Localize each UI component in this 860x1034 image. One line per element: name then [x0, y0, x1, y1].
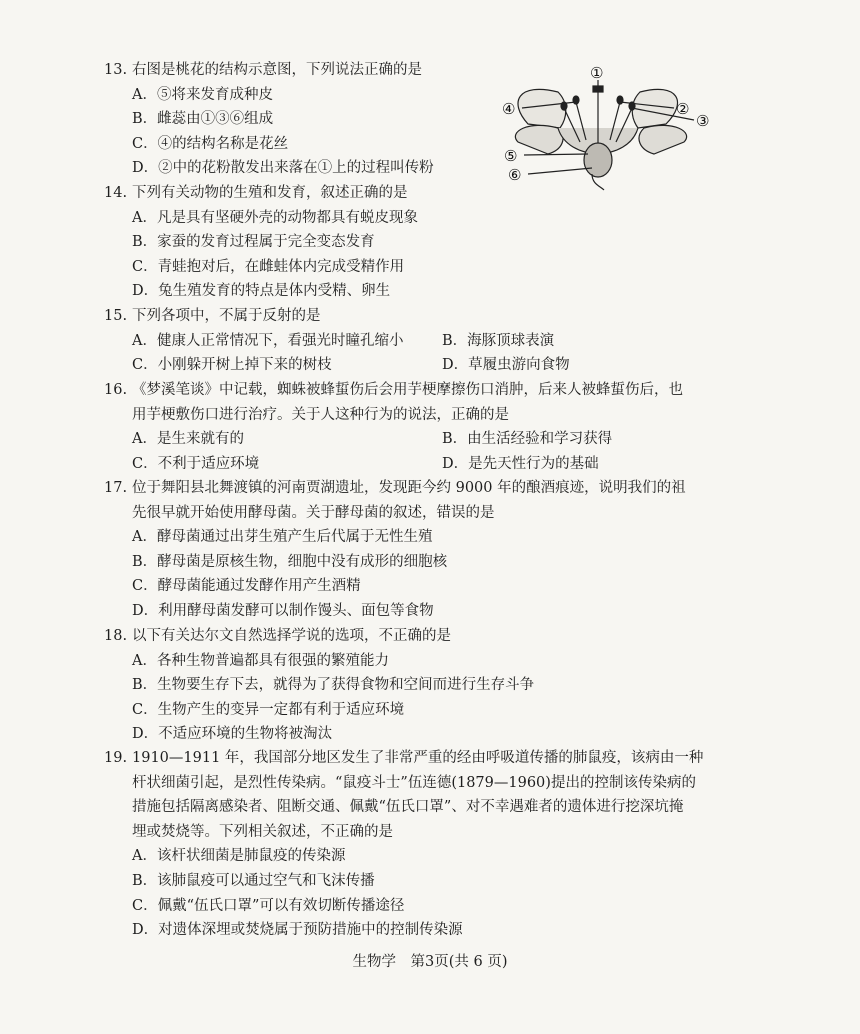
- options: [104, 525, 686, 623]
- question-number: 13.: [104, 62, 128, 78]
- diagram-label-5: ⑤: [504, 147, 518, 165]
- question-stem: 以下有关达尔文自然选择学说的选项，不正确的是: [132, 628, 451, 644]
- options: [104, 329, 752, 378]
- option-d: D．对遗体深埋或焚烧属于预防措施中的控制传染源: [132, 922, 463, 939]
- question-stem: 位于舞阳县北舞渡镇的河南贾湖遗址，发现距今约 9000 年的酿酒痕迹，说明我们的祖: [132, 480, 686, 496]
- option-c: C．小刚躲开树上掉下来的树枝: [132, 357, 332, 374]
- option-c: C．不利于适应环境: [132, 455, 260, 472]
- question-13: [104, 58, 434, 181]
- question-number: 19.: [104, 750, 128, 766]
- option-d: D．利用酵母菌发酵可以制作馒头、面包等食物: [132, 602, 434, 619]
- question-number: 18.: [104, 628, 128, 644]
- question-stem: 1910—1911 年，我国部分地区发生了非常严重的经由呼吸道传播的肺鼠疫，该病由一种: [132, 750, 704, 766]
- question-stem: 下列各项中，不属于反射的是: [132, 308, 321, 324]
- option-d: D．②中的花粉散发出来落在①上的过程叫传粉: [132, 160, 434, 177]
- options: [104, 649, 534, 747]
- options: [104, 206, 418, 304]
- question-19: [104, 746, 703, 943]
- question-stem-cont: 先很早就开始使用酵母菌。关于酵母菌的叙述，错误的是: [132, 504, 495, 521]
- option-b: B．酵母菌是原核生物，细胞中没有成形的细胞核: [132, 553, 448, 570]
- option-c: C．青蛙抱对后，在雌蛙体内完成受精作用: [132, 258, 405, 275]
- option-d: D．兔生殖发育的特点是体内受精、卵生: [132, 283, 391, 300]
- option-a: A．⑤将来发育成种皮: [132, 86, 273, 103]
- question-number: 14.: [104, 185, 128, 201]
- option-b: B．海豚顶球表演: [442, 332, 555, 349]
- question-16: [104, 378, 752, 476]
- option-a: A．酵母菌通过出芽生殖产生后代属于无性生殖: [132, 529, 433, 546]
- option-d: D．不适应环境的生物将被淘汰: [132, 726, 333, 743]
- question-15: [104, 304, 752, 378]
- options: [104, 844, 703, 942]
- question-stem-cont: 埋或焚烧等。下列相关叙述，不正确的是: [132, 823, 393, 840]
- option-b: B．生物要生存下去，就得为了获得食物和空间而进行生存斗争: [132, 677, 535, 694]
- option-d: D．是先天性行为的基础: [442, 455, 599, 472]
- option-c: C．佩戴“伍氏口罩”可以有效切断传播途径: [132, 897, 405, 914]
- options: [104, 427, 752, 476]
- question-stem-cont: 措施包括隔离感染者、阻断交通、佩戴“伍氏口罩”、对不幸遇难者的遗体进行挖深坑掩: [132, 799, 684, 816]
- question-number: 16.: [104, 382, 128, 398]
- peach-flower-diagram: [488, 62, 724, 192]
- option-c: C．生物产生的变异一定都有利于适应环境: [132, 701, 405, 718]
- option-a: A．该杆状细菌是肺鼠疫的传染源: [132, 848, 346, 865]
- diagram-label-2: ②: [676, 100, 690, 118]
- diagram-label-6: ⑥: [508, 166, 522, 184]
- question-17: [104, 476, 686, 624]
- option-b: B．雌蕊由①③⑥组成: [132, 111, 274, 128]
- flower-structure-figure: [488, 62, 724, 192]
- question-stem: 右图是桃花的结构示意图，下列说法正确的是: [132, 62, 422, 78]
- option-a: A．是生来就有的: [132, 431, 244, 448]
- option-b: B．该肺鼠疫可以通过空气和飞沫传播: [132, 872, 375, 889]
- diagram-label-3: ③: [696, 112, 710, 130]
- option-a: A．健康人正常情况下，看强光时瞳孔缩小: [132, 332, 404, 349]
- option-c: C．④的结构名称是花丝: [132, 135, 289, 152]
- diagram-label-1: ①: [590, 64, 604, 82]
- question-stem: 下列有关动物的生殖和发育，叙述正确的是: [132, 185, 408, 201]
- question-18: [104, 624, 534, 747]
- option-a: A．凡是具有坚硬外壳的动物都具有蜕皮现象: [132, 209, 418, 226]
- option-b: B．家蚕的发育过程属于完全变态发育: [132, 234, 375, 251]
- option-c: C．酵母菌能通过发酵作用产生酒精: [132, 578, 361, 595]
- diagram-label-4: ④: [502, 100, 516, 118]
- question-14: [104, 181, 418, 304]
- page-footer: 生物学 第3页(共 6 页): [352, 954, 508, 970]
- options: [104, 83, 434, 181]
- option-a: A．各种生物普遍都具有很强的繁殖能力: [132, 652, 389, 669]
- question-stem-cont: 用芋梗敷伤口进行治疗。关于人这种行为的说法，正确的是: [132, 406, 509, 423]
- option-b: B．由生活经验和学习获得: [442, 431, 613, 448]
- question-stem-cont: 杆状细菌引起，是烈性传染病。“鼠疫斗士”伍连德(1879—1960)提出的控制该传染病的: [132, 774, 696, 791]
- question-number: 17.: [104, 480, 128, 496]
- question-stem: 《梦溪笔谈》中记载，蜘蛛被蜂蜇伤后会用芋梗摩擦伤口消肿，后来人被蜂蜇伤后，也: [132, 382, 683, 398]
- option-d: D．草履虫游向食物: [442, 357, 570, 374]
- question-number: 15.: [104, 308, 128, 324]
